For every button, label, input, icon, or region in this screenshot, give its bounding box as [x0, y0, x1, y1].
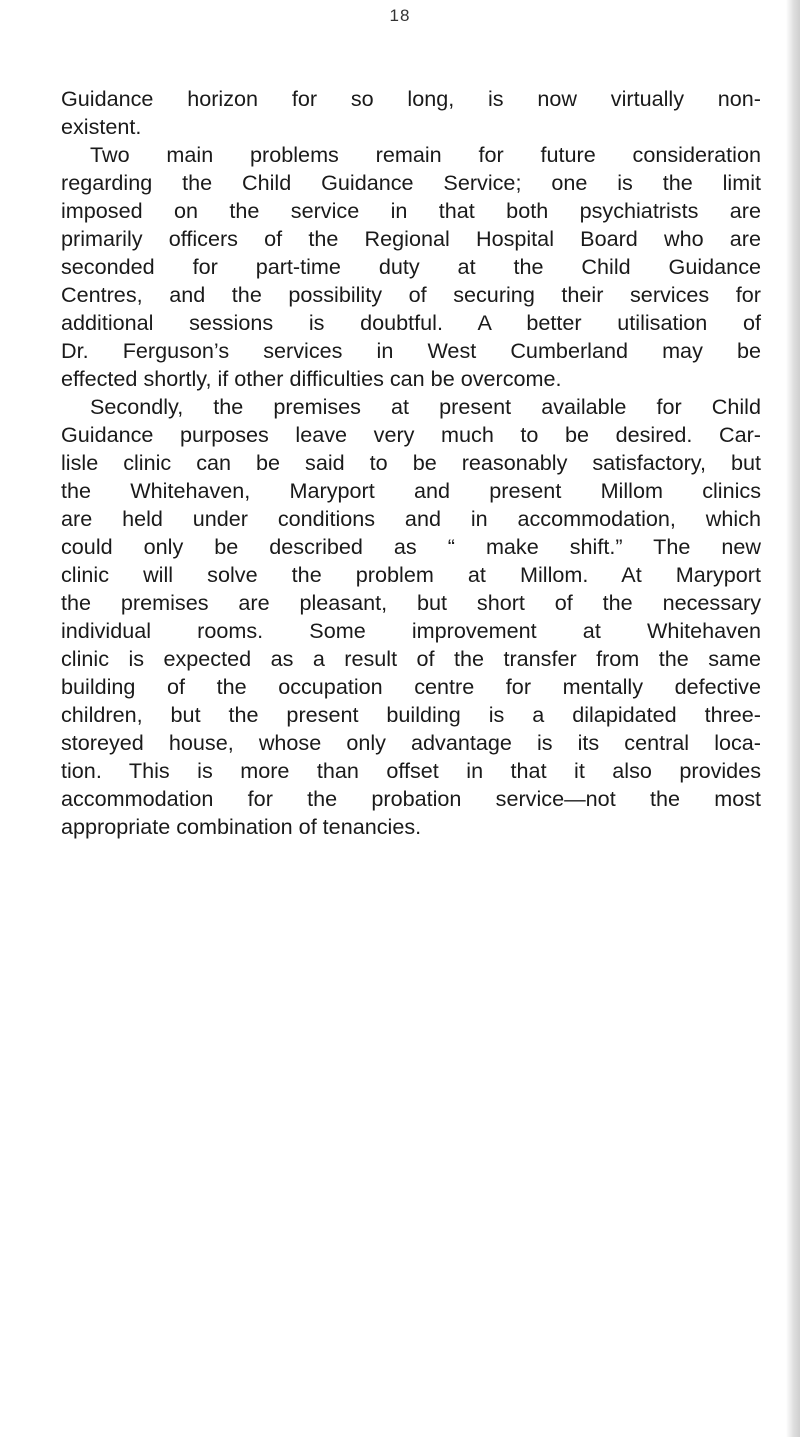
text-line: the premises are pleasant, but short of the necessary [61, 590, 761, 615]
text-line: regarding the Child Guidance Service; one is the limit [61, 170, 761, 195]
text-line: Two main problems remain for future consideration [90, 142, 761, 167]
text-line: accommodation for the probation service—not the most [61, 786, 761, 811]
page-edge-shadow [786, 0, 800, 1437]
text-line: the Whitehaven, Maryport and present Millom clinics [61, 478, 761, 503]
text-line: clinic will solve the problem at Millom. At Maryport [61, 562, 761, 587]
paragraph-1 [61, 85, 761, 141]
text-line: are held under conditions and in accommodation, which [61, 506, 761, 531]
text-line: clinic is expected as a result of the transfer from the same [61, 646, 761, 671]
paragraph-3 [61, 393, 761, 841]
text-line: children, but the present building is a dilapidated three- [61, 702, 761, 727]
text-line: Dr. Ferguson’s services in West Cumberland may be [61, 338, 761, 363]
text-line: individual rooms. Some improvement at Whitehaven [61, 618, 761, 643]
text-line: could only be described as “ make shift.” The new [61, 534, 761, 559]
text-line: effected shortly, if other difficulties can be overcome. [61, 366, 562, 391]
text-line: imposed on the service in that both psychiatrists are [61, 198, 761, 223]
page-number: 18 [389, 6, 411, 25]
text-line: seconded for part-time duty at the Child Guidance [61, 254, 761, 279]
body-text [61, 85, 761, 841]
text-line: existent. [61, 114, 142, 139]
text-line: appropriate combination of tenancies. [61, 814, 422, 839]
text-line: lisle clinic can be said to be reasonably satisfactory, but [61, 450, 761, 475]
text-line: primarily officers of the Regional Hospital Board who are [61, 226, 761, 251]
text-line: tion. This is more than offset in that it also provides [61, 758, 761, 783]
text-line: building of the occupation centre for mentally defective [61, 674, 761, 699]
text-line: Centres, and the possibility of securing their services for [61, 282, 761, 307]
text-line: additional sessions is doubtful. A better utilisation of [61, 310, 761, 335]
text-line: storeyed house, whose only advantage is its central loca- [61, 730, 761, 755]
text-line: Guidance purposes leave very much to be desired. Car- [61, 422, 761, 447]
text-line: Secondly, the premises at present available for Child [90, 394, 761, 419]
paragraph-2 [61, 141, 761, 393]
text-line: Guidance horizon for so long, is now virtually non- [61, 86, 761, 111]
